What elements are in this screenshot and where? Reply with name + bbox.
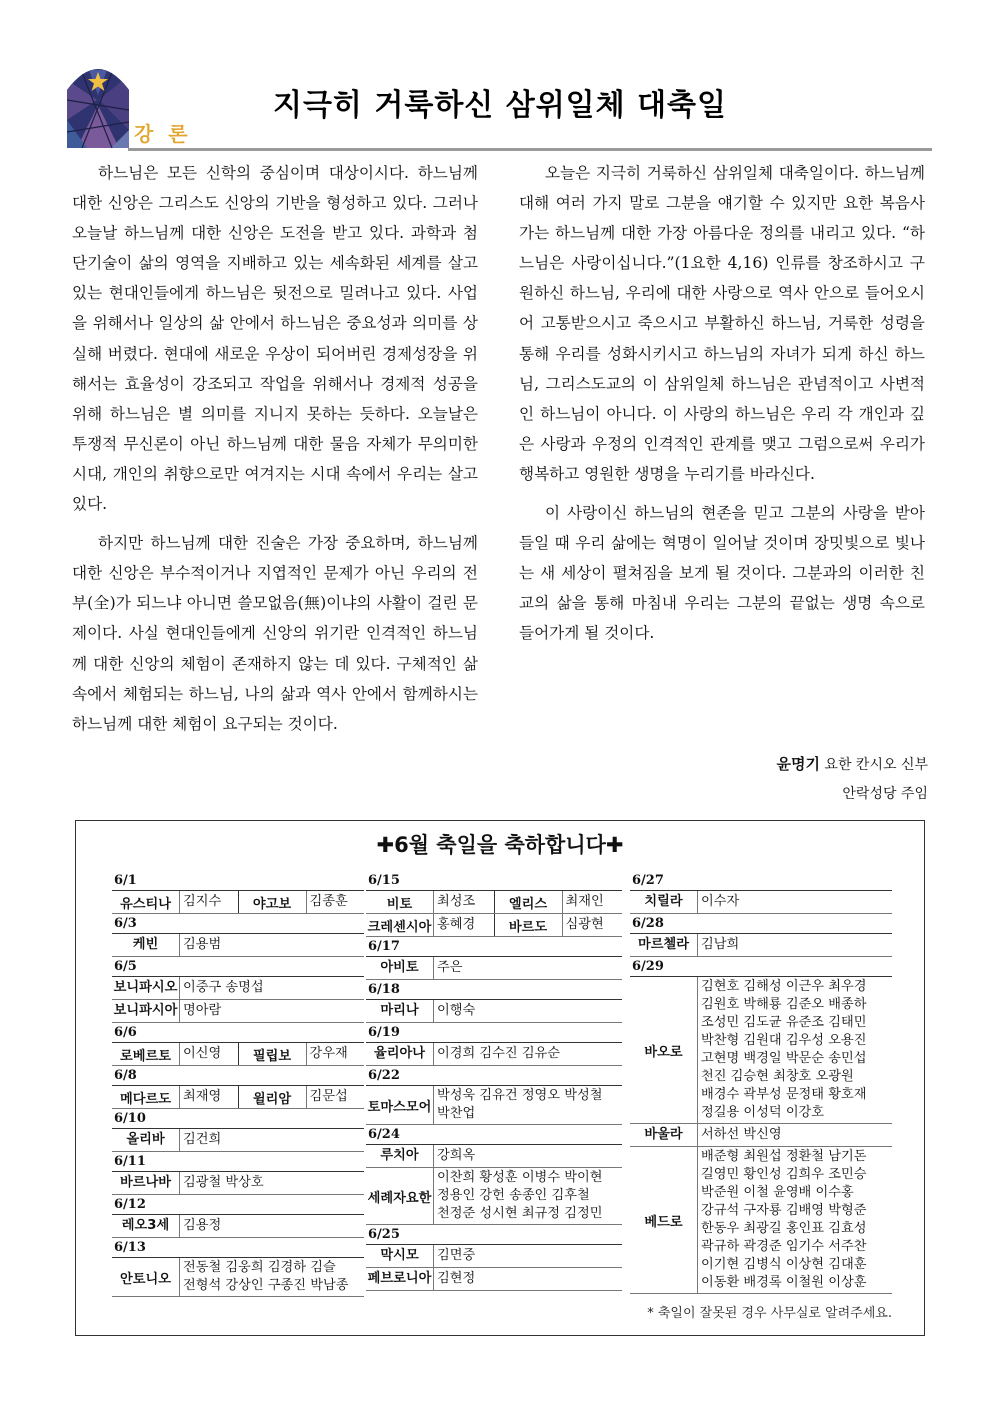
saint-name: 유스티나 (112, 891, 180, 913)
feast-row (112, 1258, 364, 1297)
feast-row (112, 934, 364, 957)
feast-date: 6/27 (630, 871, 892, 891)
parishioner-names: 최성조 (437, 894, 476, 909)
saint-name: 아비토 (366, 957, 434, 979)
feast-row (112, 1129, 364, 1152)
parishioner-names: 이행숙 (437, 1003, 476, 1018)
feast-column-1 (112, 871, 364, 1297)
feast-date: 6/1 (112, 871, 364, 891)
saint-name: 안토니오 (112, 1258, 180, 1296)
parishioner-names: 심광현 (565, 917, 604, 932)
feast-row (112, 1172, 364, 1195)
feast-row (630, 977, 892, 1124)
church-window-emblem (67, 60, 129, 148)
names-line: 정길용 이성덕 이강호 (701, 1105, 825, 1120)
parishioner-names: 이경희 김수진 김유순 (437, 1046, 561, 1061)
names-line: 박준원 이철 윤영배 이수홍 (701, 1185, 854, 1200)
saint-name: 레오3세 (112, 1215, 180, 1237)
saint-name: 올리바 (112, 1129, 180, 1151)
correction-note: * 축일이 잘못된 경우 사무실로 알려주세요. (647, 1306, 892, 1321)
names-line: 전형석 강상인 구종진 박남종 (183, 1278, 349, 1293)
saint-name: 토마스모어 (366, 1086, 434, 1124)
signature-name: 윤명기 (776, 755, 820, 773)
feast-column-3 (630, 871, 892, 1294)
saint-name: 바르도 (495, 914, 563, 936)
feast-date: 6/10 (112, 1109, 364, 1129)
names-line: 정용인 강헌 송종인 김후철 (437, 1188, 590, 1203)
saint-name: 막시모 (366, 1245, 434, 1267)
parishioner-names: 김용범 (183, 937, 222, 952)
feast-row (112, 1043, 364, 1066)
parishioner-names: 주은 (437, 960, 463, 975)
feast-row (366, 1145, 622, 1168)
parishioner-names: 김광철 박상호 (183, 1175, 264, 1190)
homily-paragraph: 하느님은 모든 신학의 중심이며 대상이시다. 하느님께 대한 신앙은 그리스도 신앙의 기반을 형성하고 있다. 그러나 오늘날 하느님께 대한 신앙은 도전을 받고 있다. 과학과 첨단기술이 삶의 영역을 지배하고 있는 세속화된 세계를 살고있는 현대인들에게 하느님은 뒷전으로 밀려나고 있다. 사업을 위해서나 일상의 삶 안에서 하느님은 중요성과 의미를 상실해 버렸다. 현대에 새로운 우상이 되어버린 경제성장을 위해서는 효율성이 강조되고 작업을 위해서나 경제적 성공을 위해 하느님은 별 의미를 지니지 못하는 듯하다. 오늘날은 투쟁적 무신론이 아닌 하느님께 대한 물음 자체가 무의미한 시대, 개인의 취향으로만 여겨지는 시대 속에서 우리는 살고 있다. (72, 164, 478, 514)
parishioner-names: 이신영 (183, 1046, 222, 1061)
homily-right-column (519, 158, 925, 658)
signature-parish: 안락성당 주임 (842, 786, 928, 802)
names-line: 이기현 김병식 이상현 김대훈 (701, 1257, 867, 1272)
saint-name: 엘리스 (495, 891, 563, 913)
feast-date: 6/17 (366, 937, 622, 957)
feast-row (630, 934, 892, 957)
saint-name: 바오로 (630, 977, 698, 1123)
saint-name: 루치아 (366, 1145, 434, 1167)
feast-date: 6/6 (112, 1023, 364, 1043)
saint-name: 율리아나 (366, 1043, 434, 1065)
parishioner-names: 강우재 (309, 1046, 348, 1061)
feast-row (366, 1245, 622, 1268)
parishioner-names (434, 1168, 622, 1224)
names-line: 천진 김승현 최창호 오광원 (701, 1069, 854, 1084)
feast-date: 6/24 (366, 1125, 622, 1145)
parishioner-names (698, 977, 892, 1123)
feast-date: 6/11 (112, 1152, 364, 1172)
feast-date: 6/3 (112, 914, 364, 934)
names-line: 배경수 곽부성 문정태 황호재 (701, 1087, 867, 1102)
names-line: 고현명 백경일 박문순 송민섭 (701, 1051, 867, 1066)
saint-name: 크레센시아 (366, 914, 434, 936)
feast-date: 6/12 (112, 1195, 364, 1215)
parishioner-names: 김남희 (701, 937, 740, 952)
names-line: 김원호 박해룡 김준오 배종하 (701, 997, 867, 1012)
saint-name: 치릴라 (630, 891, 698, 913)
names-line: 전동철 김웅희 김경하 김슬 (183, 1260, 336, 1275)
signature-title: 요한 칸시오 신부 (824, 757, 928, 773)
feast-row (112, 1086, 364, 1109)
feast-row (366, 891, 622, 914)
page-title: 지극히 거룩하신 삼위일체 대축일 (272, 88, 728, 123)
names-line: 길영민 황인성 김희우 조민승 (701, 1167, 867, 1182)
parishioner-names: 김종훈 (309, 894, 348, 909)
feast-row (366, 957, 622, 980)
names-line: 천정준 성시현 최규정 김정민 (437, 1206, 603, 1221)
names-line: 조성민 김도균 유준조 김태민 (701, 1015, 867, 1030)
homily-paragraph: 오늘은 지극히 거룩하신 삼위일체 대축일이다. 하느님께 대해 여러 가지 말로 그분을 얘기할 수 있지만 요한 복음사가는 하느님께 대한 가장 아름다운 정의를 내리고 있다. “하느님은 사랑이십니다.”(1요한 4,16) 인류를 창조하시고 구원하신 하느님, 우리에 대한 사랑으로 역사 안으로 들어오시어 고통받으시고 죽으시고 부활하신 하느님, 거룩한 성령을 통해 우리를 성화시키시고 하느님의 자녀가 되게 하신 하느님, 그리스도교의 이 삼위일체 하느님은 관념적이고 사변적인 하느님이 아니다. 이 사랑의 하느님은 우리 각 개인과 깊은 사랑과 우정의 인격적인 관계를 맺고 그럼으로써 우리가 행복하고 영원한 생명을 누리기를 바라신다. (519, 164, 925, 483)
parishioner-names: 홍혜경 (437, 917, 476, 932)
parishioner-names: 김현정 (437, 1271, 476, 1286)
parishioner-names (698, 1147, 892, 1293)
saint-name: 베드로 (630, 1147, 698, 1293)
parishioner-names: 서하선 박신영 (701, 1127, 782, 1142)
parishioner-names (434, 1086, 622, 1124)
feast-date: 6/13 (112, 1238, 364, 1258)
feast-date: 6/5 (112, 957, 364, 977)
feast-row (630, 891, 892, 914)
title-divider (128, 148, 932, 151)
saint-name: 윌리암 (239, 1086, 307, 1108)
parishioner-names: 이수자 (701, 894, 740, 909)
feast-row (112, 1000, 364, 1023)
feast-date: 6/29 (630, 957, 892, 977)
parishioner-names: 김건희 (183, 1132, 222, 1147)
saint-name: 페브로니아 (366, 1268, 434, 1290)
saint-name: 야고보 (239, 891, 307, 913)
saint-name: 비토 (366, 891, 434, 913)
feast-row (366, 914, 622, 937)
feast-date: 6/18 (366, 980, 622, 1000)
homily-paragraph: 하지만 하느님께 대한 진술은 가장 중요하며, 하느님께 대한 신앙은 부수적이거나 지엽적인 문제가 아닌 우리의 전부(全)가 되느냐 아니면 쓸모없음(無)이냐의 사활이 걸린 문제이다. 사실 현대인들에게 신앙의 위기란 인격적인 하느님께 대한 신앙의 체험이 존재하지 않는 데 있다. 구체적인 삶 속에서 체험되는 하느님, 나의 삶과 역사 안에서 함께하시는 하느님께 대한 체험이 요구되는 것이다. (72, 534, 478, 733)
section-label: 강 론 (134, 122, 192, 146)
names-line: 강규석 구자룡 김배영 박형준 (701, 1203, 867, 1218)
names-line: 한동우 최광길 홍인표 김효성 (701, 1221, 867, 1236)
feast-date: 6/15 (366, 871, 622, 891)
feast-date: 6/19 (366, 1023, 622, 1043)
saint-name: 필립보 (239, 1043, 307, 1065)
names-line: 박성욱 김유건 정영오 박성철 (437, 1088, 603, 1103)
parishioner-names: 김면중 (437, 1248, 476, 1263)
saint-name: 보니파시오 (112, 977, 180, 999)
names-line: 이동환 배경록 이철원 이상훈 (701, 1275, 867, 1290)
parishioner-names: 최재인 (565, 894, 604, 909)
feast-day-box (75, 820, 925, 1336)
parishioner-names: 명아람 (183, 1003, 222, 1018)
feast-row (630, 1147, 892, 1294)
names-line: 박찬업 (437, 1106, 476, 1121)
feast-row (112, 1215, 364, 1238)
saint-name: 바울라 (630, 1124, 698, 1146)
feast-title: ✚6월 축일을 축하합니다✚ (376, 833, 624, 857)
saint-name: 케빈 (112, 934, 180, 956)
feast-row (112, 977, 364, 1000)
feast-row (112, 891, 364, 914)
parishioner-names: 김문섭 (309, 1089, 348, 1104)
signature (560, 750, 928, 809)
parishioner-names: 최재영 (183, 1089, 222, 1104)
parishioner-names: 강희옥 (437, 1148, 476, 1163)
feast-row (366, 1043, 622, 1066)
homily-left-column (72, 158, 478, 748)
names-line: 곽규하 곽경준 임기수 서주찬 (701, 1239, 867, 1254)
parishioner-names: 김용정 (183, 1218, 222, 1233)
saint-name: 세례자요한 (366, 1168, 434, 1224)
saint-name: 로베르토 (112, 1043, 180, 1065)
homily-paragraph: 이 사랑이신 하느님의 현존을 믿고 그분의 사랑을 받아들일 때 우리 삶에는 혁명이 일어날 것이며 장밋빛으로 빛나는 새 세상이 펼쳐짐을 보게 될 것이다. 그분과의 이러한 친교의 삶을 통해 마침내 우리는 그분의 끝없는 생명 속으로 들어가게 될 것이다. (519, 504, 925, 643)
feast-row (366, 1000, 622, 1023)
parishioner-names: 이중구 송명섭 (183, 980, 264, 995)
parishioner-names: 김지수 (183, 894, 222, 909)
feast-row (366, 1086, 622, 1125)
feast-date: 6/28 (630, 914, 892, 934)
saint-name: 마르첼라 (630, 934, 698, 956)
feast-date: 6/25 (366, 1225, 622, 1245)
feast-column-2 (366, 871, 622, 1291)
names-line: 박찬형 김원대 김우성 오용진 (701, 1033, 867, 1048)
feast-date: 6/8 (112, 1066, 364, 1086)
saint-name: 메다르도 (112, 1086, 180, 1108)
feast-row (366, 1268, 622, 1291)
feast-row (366, 1168, 622, 1225)
saint-name: 바르나바 (112, 1172, 180, 1194)
saint-name: 보니파시아 (112, 1000, 180, 1022)
parishioner-names (180, 1258, 364, 1296)
saint-name: 마리나 (366, 1000, 434, 1022)
names-line: 이찬희 황성훈 이병수 박이현 (437, 1170, 603, 1185)
feast-row (630, 1124, 892, 1147)
names-line: 김현호 김해성 이근우 최우경 (701, 979, 867, 994)
names-line: 배준형 최원섭 정환철 남기돈 (701, 1149, 867, 1164)
feast-date: 6/22 (366, 1066, 622, 1086)
